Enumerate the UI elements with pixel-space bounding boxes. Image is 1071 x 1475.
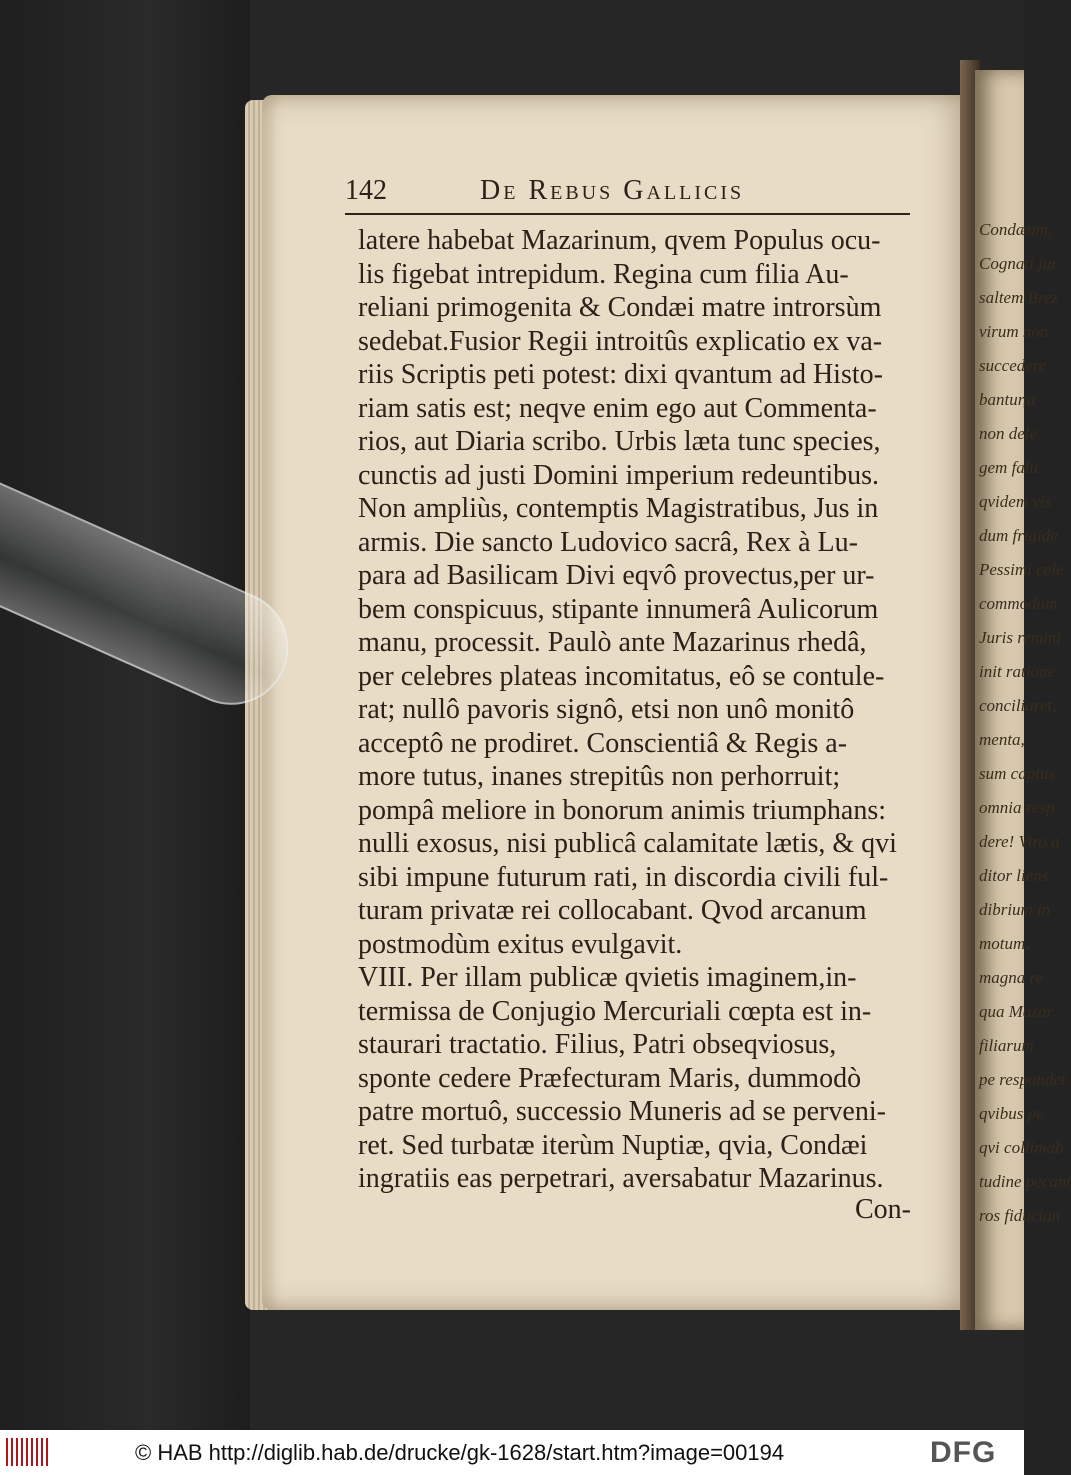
facing-page-fragment: saltem Brez [979, 288, 1059, 307]
facing-page-fragment: init ratione [979, 662, 1056, 681]
facing-page-fragment: Pessimi cele [979, 560, 1064, 579]
text-line: postmodùm exitus evulgavit. [358, 928, 683, 960]
text-line: sedebat.Fusior Regii introitûs explicatio ex va- [358, 325, 883, 357]
page-header [345, 175, 910, 215]
facing-page-fragment: ros fiducian [979, 1206, 1061, 1225]
facing-page [975, 70, 1071, 1330]
background-cloth [0, 0, 250, 1430]
facing-page-fragment: succedere [979, 356, 1047, 375]
facing-page-fragment: gem falu [979, 458, 1039, 477]
text-line: more tutus, inanes strepitûs non perhorruit; [358, 761, 841, 792]
text-line: per celebres plateas incomitatus, eô se contule- [358, 660, 885, 692]
facing-page-fragment: dere! Viro a [979, 832, 1060, 851]
facing-page-fragment: conciliaret, [979, 696, 1057, 715]
text-line: bem conspicuus, stipante innumerâ Aulicorum [358, 593, 879, 625]
facing-page-fragment: sum captus [979, 764, 1056, 783]
text-line: turam privatæ rei collocabant. Qvod arcanum [358, 895, 867, 926]
facing-page-fragment: qvi collimab [979, 1138, 1064, 1157]
copyright-url-text[interactable]: © HAB http://diglib.hab.de/drucke/gk-1628/start.htm?image=00194 [135, 1440, 785, 1465]
text-line: para ad Basilicam Divi eqvô provectus,per ur- [358, 560, 875, 591]
text-line: acceptô ne prodiret. Conscientiâ & Regis a- [358, 727, 848, 759]
text-line: ingratiis eas perpetrari, aversabatur Mazarinus. [358, 1163, 884, 1194]
text-line: rios, aut Diaria scribo. Urbis læta tunc species, [358, 426, 881, 457]
facing-page-fragment: tudine pecant [979, 1172, 1071, 1191]
text-line: VIII. Per illam publicæ qvietis imaginem,in- [358, 962, 857, 993]
text-line: armis. Die sancto Ludovico sacrâ, Rex à Lu- [358, 526, 858, 558]
text-line: manu, processit. Paulò ante Mazarinus rhedâ, [358, 627, 867, 658]
text-line: riis Scriptis peti potest: dixi qvantum ad Histo- [358, 359, 883, 390]
text-line: Non ampliùs, contemptis Magistratibus, Jus in [358, 493, 879, 524]
text-line: patre mortuô, successio Muneris ad se perveni- [358, 1096, 886, 1127]
facing-page-fragment: bantur,a [979, 390, 1036, 409]
text-line: cunctis ad justi Domini imperium redeuntibus. [358, 459, 880, 491]
facing-page-fragment: omnia resp [979, 798, 1055, 817]
facing-page-fragment: dibrium in [979, 900, 1051, 919]
text-line: termissa de Conjugio Mercuriali cœpta est in- [358, 995, 872, 1027]
facing-page-fragment: qua Mazar [979, 1002, 1054, 1021]
text-line: lis figebat intrepidum. Regina cum filia Au- [358, 258, 849, 290]
facing-page-fragment: Condæum, [979, 220, 1053, 239]
facing-page-fragment: Juris remini [979, 628, 1062, 647]
dfg-logo: DFG [930, 1436, 997, 1469]
text-line: riam satis est; neqve enim ego aut Commenta- [358, 392, 877, 424]
running-title: De Rebus Gallicis [480, 175, 745, 206]
facing-page-fragment: qvidem vis [979, 492, 1052, 511]
facing-page-fragment: Cognati jur [979, 254, 1058, 273]
text-line: ret. Sed turbatæ iterùm Nuptiæ, qvia, Condæi [358, 1129, 868, 1161]
facing-page-fragment: motum, [979, 934, 1030, 953]
facing-page-fragment: commodum [979, 594, 1058, 613]
facing-page-fragment: qvibus pe [979, 1104, 1044, 1123]
facing-page-fragment: filiarum [979, 1036, 1034, 1055]
facing-page-fragment: dum frigide [979, 526, 1058, 545]
facing-page-fragment: virum non [979, 322, 1049, 341]
text-line: reliani primogenita & Condæi matre introrsùm [358, 292, 882, 323]
text-line: sibi impune futurum rati, in discordia civili ful- [358, 861, 889, 893]
page-number: 142 [345, 175, 387, 206]
facing-page-fragment: menta, [979, 730, 1025, 749]
catchword: Con- [855, 1194, 911, 1225]
facing-page-fragment: magna re [979, 968, 1044, 987]
text-line: latere habebat Mazarinum, qvem Populus ocu- [358, 225, 881, 256]
text-line: pompâ meliore in bonorum animis triumphans: [358, 794, 887, 826]
hab-barcode-icon [6, 1438, 48, 1466]
text-line: rat; nullô pavoris signô, etsi non unô monitô [358, 694, 855, 725]
facing-page-fragment: pe respondet [979, 1070, 1066, 1089]
facing-page-fragment: non dele [979, 424, 1038, 443]
text-line: nulli exosus, nisi publicâ calamitate lætis, & qvi [358, 828, 897, 859]
facing-page-fragment: ditor liens [979, 866, 1049, 885]
text-line: sponte cedere Præfecturam Maris, dummodò [358, 1062, 862, 1094]
text-line: staurari tractatio. Filius, Patri obseqviosus, [358, 1029, 837, 1060]
viewer-footer [0, 1430, 1024, 1475]
